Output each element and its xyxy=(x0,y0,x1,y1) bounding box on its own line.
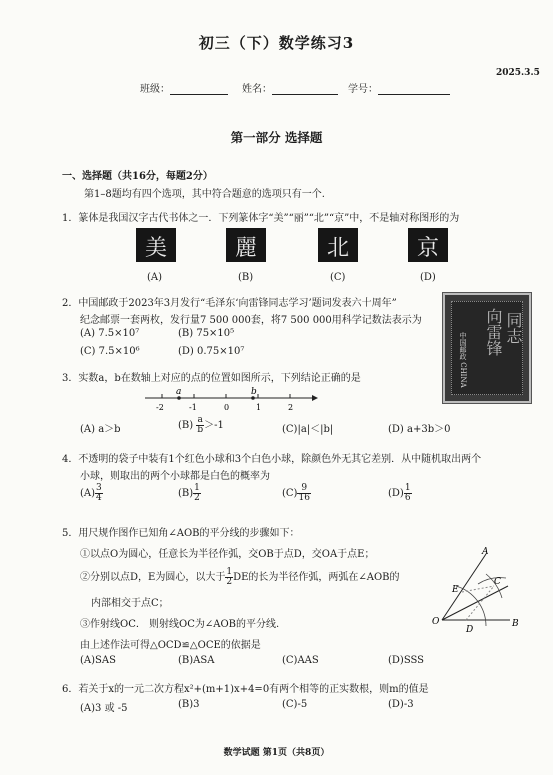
fraction-num: 1 xyxy=(226,567,233,577)
section-instruction: 第1–8题均有四个选项，其中符合题意的选项只有一个. xyxy=(84,189,325,200)
q4-option-c[interactable] xyxy=(282,484,311,503)
fraction-num: 9 xyxy=(297,484,310,494)
fraction-den: 6 xyxy=(404,493,411,503)
section-heading: 一、选择题（共16分，每题2分） xyxy=(62,171,213,182)
q1-option-c[interactable]: (C) xyxy=(330,272,346,283)
label-A: A xyxy=(482,547,489,557)
q4-option-b[interactable] xyxy=(178,484,201,503)
id-blank[interactable] xyxy=(378,84,450,95)
fraction-num: 3 xyxy=(96,483,102,493)
label-D: D xyxy=(466,625,474,632)
q4-option-a[interactable] xyxy=(80,484,103,503)
q3-option-a[interactable]: (A) a＞b xyxy=(80,424,121,435)
q3-option-b[interactable] xyxy=(178,416,224,435)
q5-basis: 由上述作法可得△OCD≌△OCE的依据是 xyxy=(80,640,261,651)
q6-option-c[interactable]: (C)-5 xyxy=(282,699,308,710)
class-field xyxy=(140,80,228,95)
seal-mei-char: 美 xyxy=(144,236,167,261)
id-field xyxy=(348,80,450,95)
exam-date: 2025.3.5 xyxy=(496,68,540,78)
tick-label-0: 0 xyxy=(224,403,230,412)
q6-option-a[interactable]: (A)3 或 -5 xyxy=(80,703,128,714)
q3-option-d[interactable]: (D) a+3b＞0 xyxy=(388,424,451,435)
q6-option-b[interactable]: (B)3 xyxy=(178,699,200,710)
q4-option-a-fraction xyxy=(95,484,103,503)
q4-option-d-fraction xyxy=(404,484,412,503)
q4-option-a-label: (A) xyxy=(80,488,96,499)
name-label: 姓名： xyxy=(242,84,272,95)
q5-step3: ③作射线OC． 则射线OC为∠AOB的平分线. xyxy=(80,619,280,630)
tick-label-neg1: -1 xyxy=(189,403,197,412)
tick-label-2: 2 xyxy=(288,403,294,412)
seal-bei-char: 北 xyxy=(326,236,349,261)
q1-option-b[interactable]: (B) xyxy=(238,272,254,283)
q4-option-d[interactable] xyxy=(388,484,412,503)
tick-label-1: 1 xyxy=(256,403,262,412)
fraction-den: 4 xyxy=(96,493,102,503)
q5-option-d[interactable]: (D)SSS xyxy=(388,655,425,666)
q5-step2-part2: DE的长为半径作弧，两弧在∠AOB的 xyxy=(233,572,400,583)
stamp-calligraphy-2: 同志 xyxy=(504,312,523,344)
arc-from-e xyxy=(478,578,506,584)
name-blank[interactable] xyxy=(272,84,338,95)
q5-option-b[interactable]: (B)ASA xyxy=(178,655,215,666)
number-line-arrow xyxy=(312,395,318,401)
seal-mei xyxy=(136,228,176,262)
fraction-den: 2 xyxy=(194,493,200,503)
angle-bisector-figure xyxy=(428,546,528,632)
part-title: 第一部分 选择题 xyxy=(230,130,323,145)
q2-option-c[interactable]: (C) 7.5×10⁶ xyxy=(80,346,140,357)
q2-option-d[interactable]: (D) 0.75×10⁷ xyxy=(178,346,245,357)
postage-stamp-image xyxy=(443,293,531,403)
q4-option-b-fraction xyxy=(193,484,201,503)
fraction-num: 1 xyxy=(194,483,200,493)
q3-stem: 3．实数a，b在数轴上对应的点的位置如图所示，下列结论正确的是 xyxy=(62,373,361,384)
q1-stem: 1．篆体是我国汉字古代书体之一．下列篆体字“美”“丽”“北”“京”中，不是轴对称图形的为 xyxy=(62,213,460,224)
q4-option-c-fraction xyxy=(297,484,310,503)
fraction-den: b xyxy=(197,425,204,435)
q5-step2-part1: ②分别以点D，E为圆心，以大于 xyxy=(80,572,226,583)
seal-li-char: 麗 xyxy=(234,236,257,261)
stamp-inner xyxy=(451,301,523,395)
segment-dc xyxy=(466,586,494,620)
label-E: E xyxy=(452,585,459,595)
q5-step2-continued: 内部相交于点C； xyxy=(91,598,169,609)
q2-option-b[interactable]: (B) 75×10⁵ xyxy=(178,328,235,339)
q3-option-b-suffix: ＞-1 xyxy=(204,420,224,431)
fraction-den: 16 xyxy=(298,493,310,503)
fraction-num: a xyxy=(197,415,203,425)
label-O: O xyxy=(432,617,440,627)
fraction-den: 2 xyxy=(226,577,233,587)
q5-option-a[interactable]: (A)SAS xyxy=(80,655,116,666)
q2-option-a[interactable]: (A) 7.5×10⁷ xyxy=(80,328,140,339)
q6-stem: 6．若关于x的一元二次方程x²+(m+1)x+4=0有两个相等的正实数根，则m的值是 xyxy=(62,684,429,695)
label-a: a xyxy=(176,387,182,397)
q3-option-b-label: (B) xyxy=(178,420,194,431)
q1-option-d[interactable]: (D) xyxy=(420,272,436,283)
q2-stem-line2: 纪念邮票一套两枚，发行量7 500 000套，将7 500 000用科学记数法表示为 xyxy=(80,315,422,326)
q4-stem-line1: 4．不透明的袋子中装有1个红色小球和3个白色小球，除颜色外无其它差别．从中随机取出两个 xyxy=(62,454,482,465)
page-footer: 数学试题 第1页（共8页） xyxy=(223,748,330,758)
seal-bei xyxy=(318,228,358,262)
q5-option-c[interactable]: (C)AAS xyxy=(282,655,319,666)
page-title: 初三（下）数学练习3 xyxy=(198,34,355,52)
q4-option-c-label: (C) xyxy=(282,488,298,499)
class-label: 班级： xyxy=(140,84,170,95)
ray-oa xyxy=(442,554,486,620)
seal-jing-char: 京 xyxy=(416,236,439,261)
q3-option-c[interactable]: (C)|a|＜|b| xyxy=(282,424,334,435)
tick-label-neg2: -2 xyxy=(156,403,164,412)
q3-option-b-fraction xyxy=(196,416,204,435)
q1-option-a[interactable]: (A) xyxy=(147,272,163,283)
q5-step2-fraction xyxy=(225,568,233,587)
fraction-num: 1 xyxy=(404,483,411,493)
q4-stem-line2: 小球，则取出的两个小球都是白色的概率为 xyxy=(80,471,270,482)
label-b: b xyxy=(251,387,257,397)
q6-option-d[interactable]: (D)-3 xyxy=(388,699,414,710)
seal-jing xyxy=(408,228,448,262)
seal-li xyxy=(226,228,266,262)
stamp-text: 中国邮政 CHINA xyxy=(459,332,467,388)
id-label: 学号： xyxy=(348,84,378,95)
label-C: C xyxy=(494,577,501,587)
q4-option-d-label: (D) xyxy=(388,488,404,499)
label-B: B xyxy=(512,619,519,629)
q5-stem: 5．用尺规作图作已知角∠AOB的平分线的步骤如下： xyxy=(62,528,300,539)
q2-stem-line1: 2．中国邮政于2023年3月发行“毛泽东‘向雷锋同志学习’题词发表六十周年” xyxy=(62,298,397,309)
q5-step1: ①以点O为圆心，任意长为半径作弧，交OB于点D，交OA于点E； xyxy=(80,549,375,560)
name-field xyxy=(242,80,338,95)
q5-step2 xyxy=(80,568,400,587)
q4-option-b-label: (B) xyxy=(178,488,194,499)
number-line-figure xyxy=(140,384,320,414)
stamp-calligraphy: 向雷锋 xyxy=(484,308,503,356)
class-blank[interactable] xyxy=(170,84,228,95)
